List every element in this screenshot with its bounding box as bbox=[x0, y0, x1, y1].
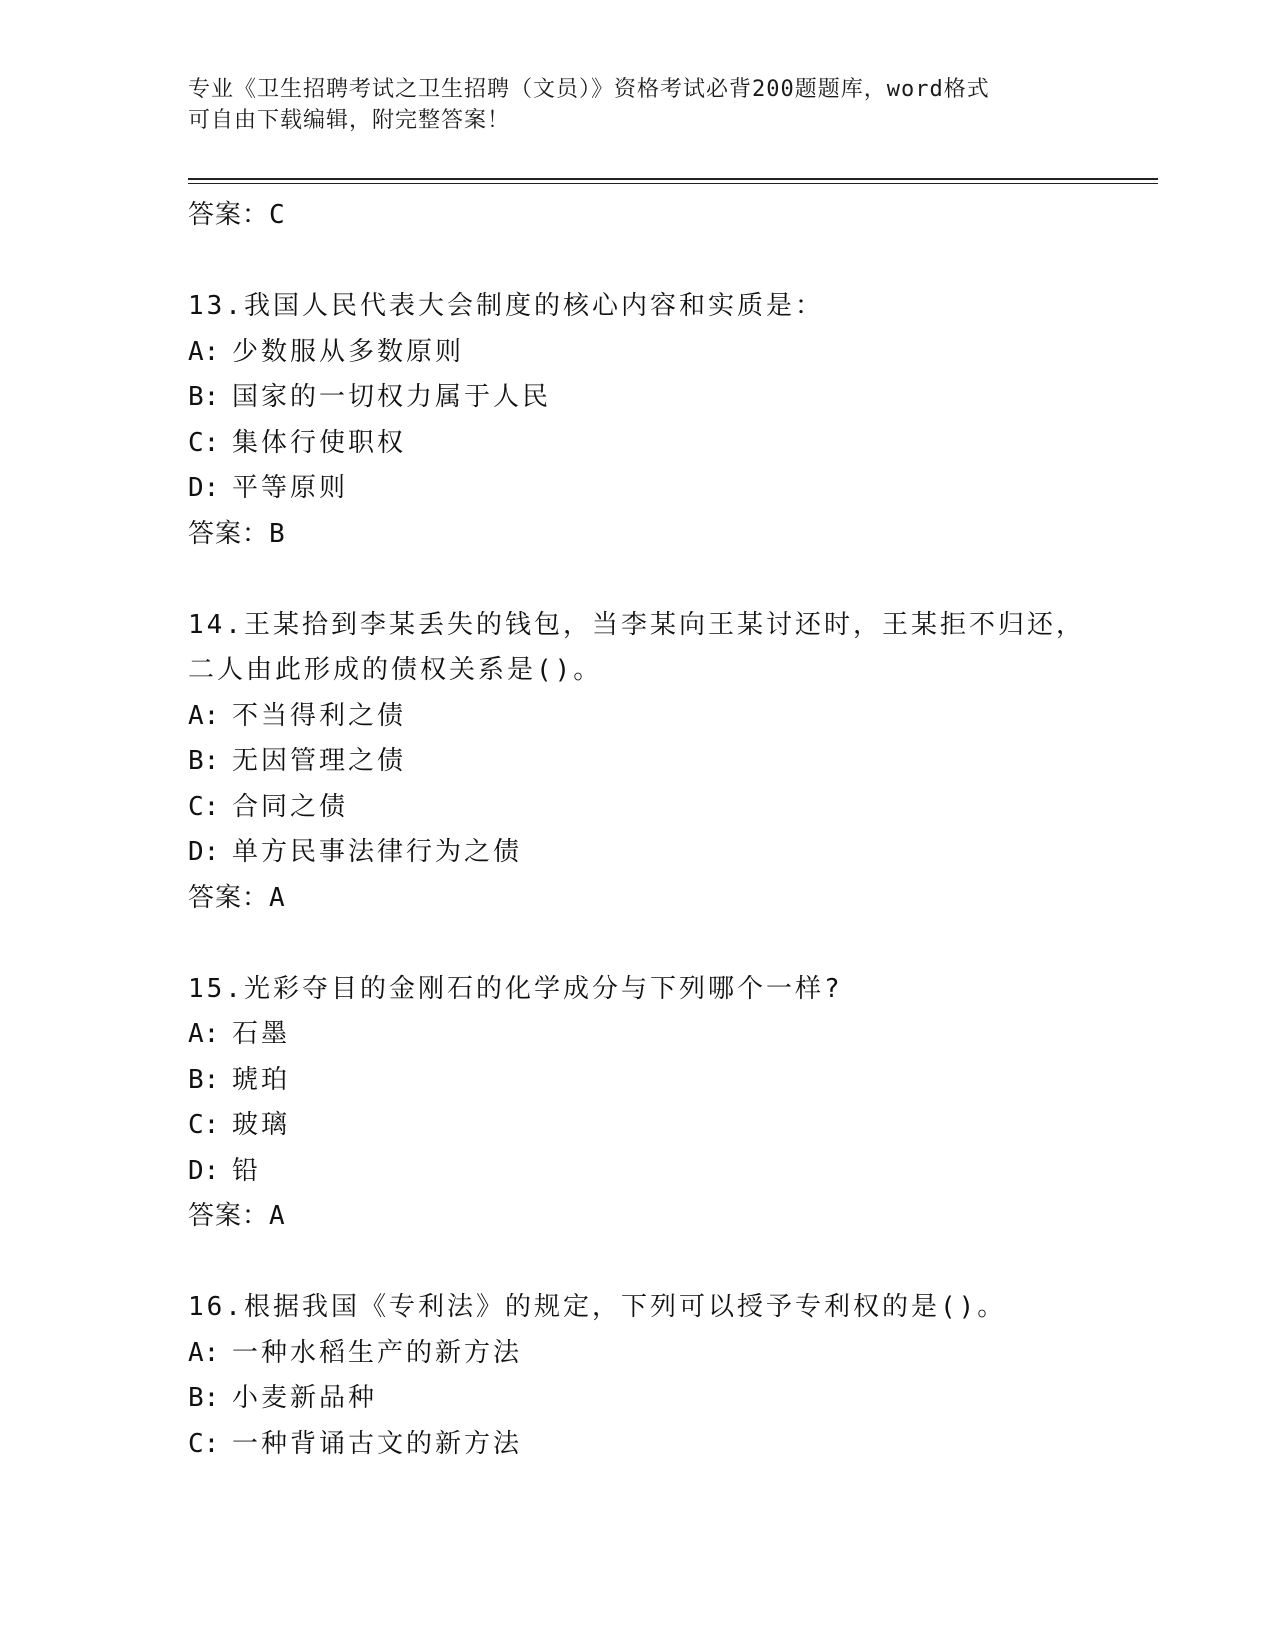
question-stem: 15.光彩夺目的金刚石的化学成分与下列哪个一样? bbox=[188, 973, 843, 1004]
question-block bbox=[188, 284, 1128, 557]
option-text: 不当得利之债 bbox=[232, 700, 407, 731]
option-text: 国家的一切权力属于人民 bbox=[232, 382, 552, 412]
header-line-2: 可自由下载编辑，附完整答案！ bbox=[188, 108, 511, 133]
option-letter: A: bbox=[188, 700, 220, 731]
option-letter: B: bbox=[188, 382, 220, 412]
question-gap bbox=[188, 238, 1128, 284]
option-text: 铅 bbox=[232, 1155, 262, 1186]
option-row bbox=[188, 739, 1128, 785]
header-rule-thick bbox=[188, 178, 1158, 180]
answer-value: A bbox=[269, 882, 286, 913]
header-rule-thin bbox=[188, 183, 1158, 184]
option-letter: C: bbox=[188, 427, 220, 458]
option-letter: B: bbox=[188, 1383, 220, 1413]
option-text: 石墨 bbox=[232, 1019, 291, 1049]
option-letter: C: bbox=[188, 1428, 220, 1459]
option-row bbox=[188, 1012, 1128, 1058]
question-stem: 14.王某拾到李某丢失的钱包，当李某向王某讨还时，王某拒不归还， bbox=[188, 609, 1085, 640]
question-stem: 13.我国人民代表大会制度的核心内容和实质是： bbox=[188, 291, 824, 321]
answer-label: 答案： bbox=[188, 518, 270, 549]
option-text: 单方民事法律行为之债 bbox=[232, 837, 523, 867]
option-letter: A: bbox=[188, 1337, 220, 1368]
question-stem: 16.根据我国《专利法》的规定，下列可以授予专利权的是()。 bbox=[188, 1292, 1007, 1322]
option-row bbox=[188, 375, 1128, 421]
option-text: 无因管理之债 bbox=[232, 746, 407, 776]
option-letter: A: bbox=[188, 1019, 220, 1049]
option-row bbox=[188, 1376, 1128, 1422]
option-letter: C: bbox=[188, 1110, 220, 1140]
answer-value: C bbox=[269, 200, 286, 230]
answer-label: 答案： bbox=[188, 882, 270, 913]
option-row bbox=[188, 1331, 1128, 1377]
option-letter: D: bbox=[188, 837, 220, 867]
document-header bbox=[188, 74, 1088, 136]
question-answer bbox=[188, 512, 1128, 557]
option-letter: A: bbox=[188, 336, 220, 367]
answer-label: 答案： bbox=[188, 1201, 270, 1231]
question-block bbox=[188, 1285, 1128, 1467]
option-row bbox=[188, 694, 1128, 740]
question-answer bbox=[188, 876, 1128, 921]
option-row bbox=[188, 421, 1128, 467]
option-row bbox=[188, 466, 1128, 512]
option-letter: B: bbox=[188, 1064, 220, 1095]
option-row bbox=[188, 1422, 1128, 1468]
option-row bbox=[188, 1149, 1128, 1195]
option-letter: D: bbox=[188, 1155, 220, 1186]
option-text: 集体行使职权 bbox=[232, 427, 407, 458]
option-text: 玻璃 bbox=[232, 1110, 291, 1140]
question-gap bbox=[188, 921, 1128, 967]
question-gap bbox=[188, 557, 1128, 603]
header-line-1: 专业《卫生招聘考试之卫生招聘（文员）》资格考试必背200题题库，word格式 bbox=[188, 77, 990, 102]
option-text: 平等原则 bbox=[232, 473, 349, 503]
option-row bbox=[188, 1058, 1128, 1104]
option-letter: D: bbox=[188, 473, 220, 503]
answer-label: 答案： bbox=[188, 200, 270, 230]
answer-value: A bbox=[269, 1201, 286, 1231]
option-letter: C: bbox=[188, 791, 220, 822]
option-text: 琥珀 bbox=[232, 1064, 291, 1095]
option-row bbox=[188, 785, 1128, 831]
option-text: 少数服从多数原则 bbox=[232, 336, 465, 367]
option-row bbox=[188, 830, 1128, 876]
previous-answer bbox=[188, 193, 1128, 238]
option-text: 小麦新品种 bbox=[232, 1383, 378, 1413]
question-block bbox=[188, 603, 1128, 921]
question-gap bbox=[188, 1239, 1128, 1285]
option-row bbox=[188, 1103, 1128, 1149]
question-answer bbox=[188, 1194, 1128, 1239]
option-row bbox=[188, 330, 1128, 376]
option-text: 一种水稻生产的新方法 bbox=[232, 1337, 523, 1368]
option-text: 一种背诵古文的新方法 bbox=[232, 1428, 523, 1459]
option-text: 合同之债 bbox=[232, 791, 349, 822]
question-stem: 二人由此形成的债权关系是()。 bbox=[188, 655, 603, 685]
question-block bbox=[188, 967, 1128, 1240]
option-letter: B: bbox=[188, 746, 220, 776]
answer-value: B bbox=[269, 518, 286, 549]
question-list bbox=[188, 193, 1128, 1467]
